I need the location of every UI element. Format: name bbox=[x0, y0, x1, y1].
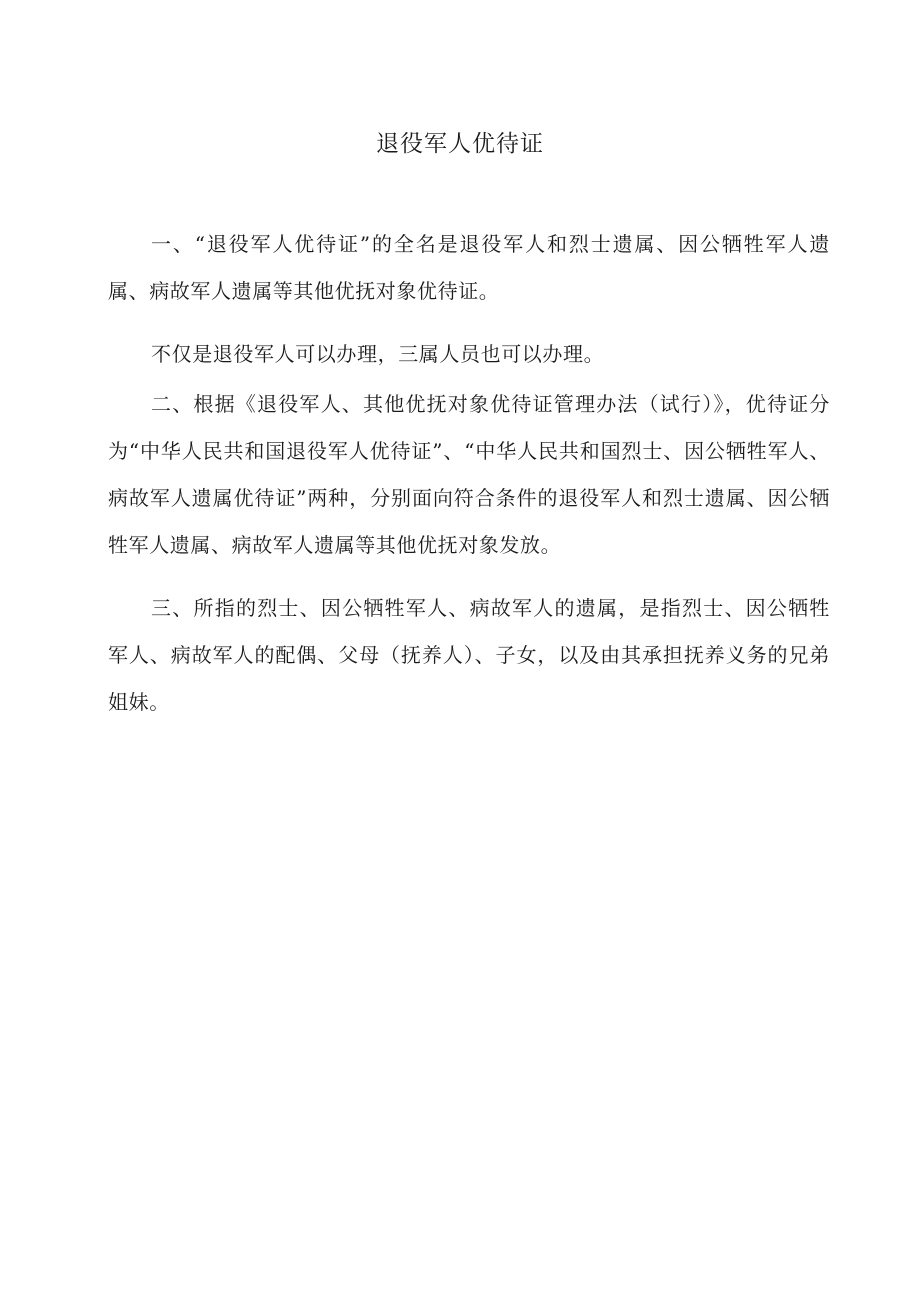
page-title: 退役军人优待证 bbox=[376, 131, 544, 157]
document-body bbox=[108, 221, 830, 742]
paragraph-family-definition: 三、所指的烈士、因公牺牲军人、病故军人的遗属，是指烈士、因公牺牲军人、病故军人的配偶、父母（抚养人）、子女，以及由其承担抚养义务的兄弟姐妹。 bbox=[108, 596, 830, 714]
paragraph-types: 二、根据《退役军人、其他优抚对象优待证管理办法（试行）》，优待证分为“中华人民共和国退役军人优待证”、“中华人民共和国烈士、因公牺牲军人、病故军人遗属优待证”两种，分别面向符合条件的退役军人和烈士遗属、因公牺牲军人遗属、病故军人遗属等其他优抚对象发放。 bbox=[108, 392, 830, 557]
paragraph-eligibility: 不仅是退役军人可以办理，三属人员也可以办理。 bbox=[151, 342, 605, 366]
paragraph-full-name: 一、“退役军人优待证”的全名是退役军人和烈士遗属、因公牺牲军人遗属、病故军人遗属等其他优抚对象优待证。 bbox=[108, 232, 830, 303]
